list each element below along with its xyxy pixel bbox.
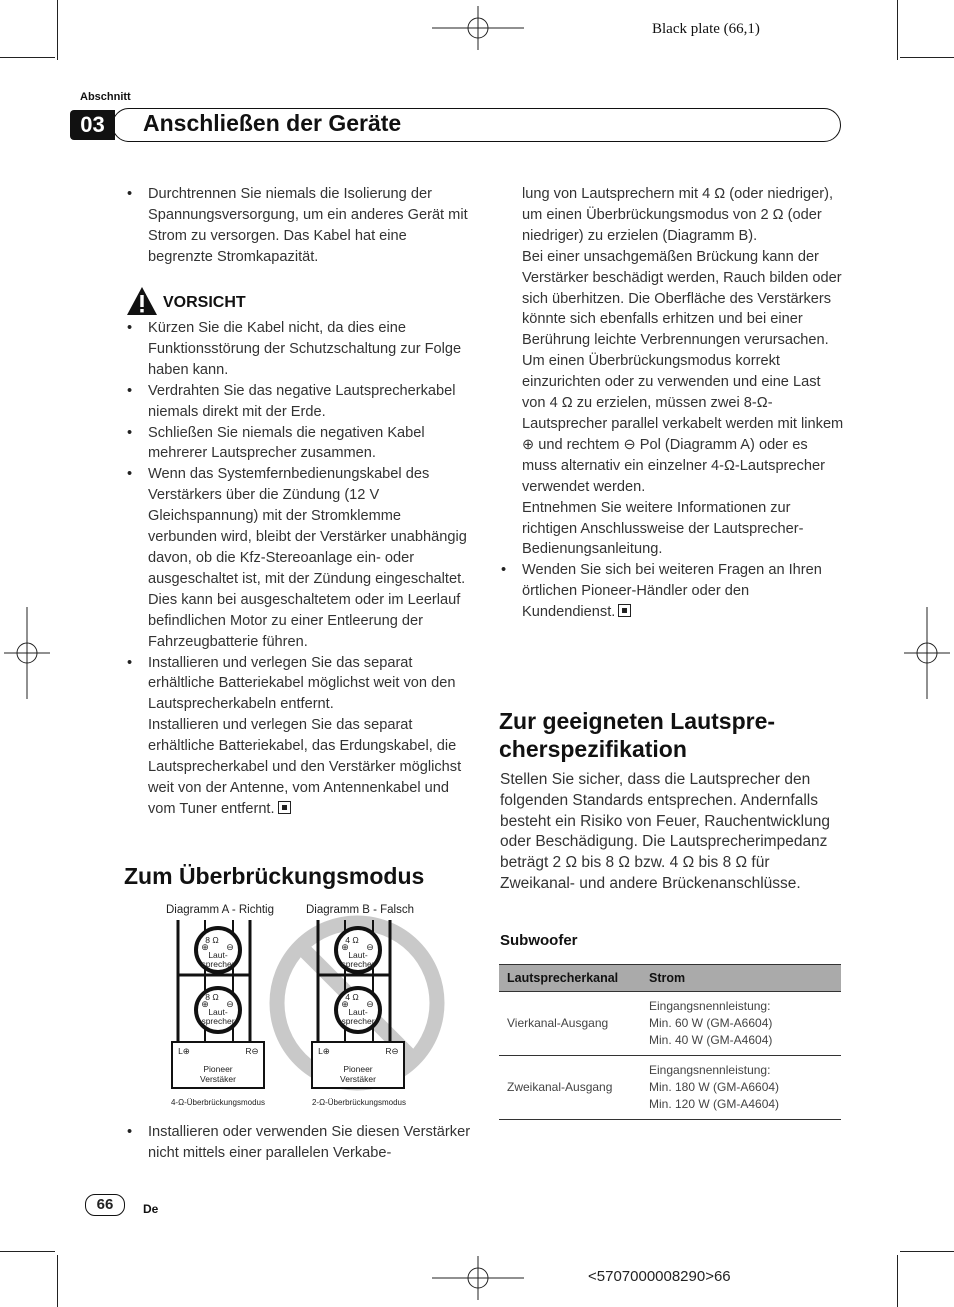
svg-text:Pioneer: Pioneer (203, 1064, 233, 1074)
page-number-badge: 66 (85, 1194, 125, 1216)
end-mark-icon (618, 604, 631, 617)
svg-text:⊖: ⊖ (366, 999, 374, 1009)
language-label: De (143, 1202, 159, 1216)
list-item-continuation: Installieren und verlegen Sie das separat erhältliche Batteriekabel, das Erdungskabel, die Lautsprecherkabel und den Verstärker möglichst weit von der Antenne, vom Antennenkabel und vom Tuner entfernt. (148, 717, 462, 817)
svg-text:Laut-: Laut- (348, 1007, 368, 1017)
cell-line: Eingangsnennleistung: (649, 1063, 771, 1077)
svg-text:sprecher: sprecher (201, 1016, 235, 1026)
list-item: • Durchtrennen Sie niemals die Isolierung der Spannungsversorgung, um ein anderes Gerät mit Strom zu versorgen. Das Kabel hat eine begrenzte Stromkapazität. (126, 184, 471, 268)
crop-mark (900, 57, 954, 58)
list-item-text: Installieren und verlegen Sie das separat erhältliche Batteriekabel möglichst weit von den Lautsprecherkabeln entfernt. (148, 654, 456, 713)
crop-mark (57, 0, 58, 60)
table-header-row (499, 965, 841, 992)
speaker-spec-text: Stellen Sie sicher, dass die Lautsprecher den folgenden Standards entsprechen. Andernfalls besteht ein Risiko von Feuer, Rauchentwicklung oder Beschädigung. Die Lautsprecherimpedanz beträgt 2 Ω bis 8 Ω bzw. 4 Ω bis 8 Ω für Zweikanal- und andere Brückenanschlüsse. (500, 771, 830, 892)
svg-text:⊖: ⊖ (366, 942, 374, 952)
bridge-mode-diagram (160, 900, 460, 1112)
svg-text:8 Ω: 8 Ω (205, 935, 219, 945)
end-mark-icon (278, 801, 291, 814)
table-cell: Vierkanal-Ausgang (499, 992, 641, 1056)
warning-triangle-icon (126, 286, 158, 316)
subwoofer-spec-table (499, 964, 841, 1120)
heading-line: cherspezifikation (499, 736, 687, 762)
document-code: <5707000008290>66 (588, 1268, 731, 1285)
right-upper (500, 184, 844, 623)
svg-text:⊕: ⊕ (341, 942, 349, 952)
svg-text:L⊕: L⊕ (178, 1046, 190, 1056)
svg-text:R⊖: R⊖ (385, 1046, 399, 1056)
diagram-a-title: Diagramm A - Richtig (166, 904, 275, 916)
diagram-a (172, 920, 264, 1088)
list-item: • Wenn das Systemfernbedienungskabel des Verstärkers über die Zündung (12 V Gleichspannung) mit der Stromklemme verbunden wird, bleibt der Verstärker unabhängig davon, ob die Kfz-Stereoanlage ein- oder ausgeschaltet ist, mit der Zündung eingeschaltet. Dies kann bei ausgeschaltetem oder im Leerlauf befindlichen Motor zu einer Entleerung der Fahrzeugbatterie führen. (126, 464, 471, 652)
left-bottom (126, 1122, 471, 1164)
svg-text:Pioneer: Pioneer (343, 1064, 373, 1074)
diagram-a-caption: 4-Ω-Überbrückungsmodus (170, 1098, 266, 1107)
registration-mark (4, 607, 50, 699)
diagram-b (312, 920, 404, 1088)
left-intro (126, 184, 471, 268)
plate-label: Black plate (66,1) (652, 21, 760, 37)
svg-text:sprecher: sprecher (201, 959, 235, 969)
svg-text:Laut-: Laut- (208, 950, 228, 960)
cell-line: Min. 120 W (GM-A4604) (649, 1097, 780, 1111)
svg-text:R⊖: R⊖ (245, 1046, 259, 1056)
diagram-b-title: Diagramm B - Falsch (306, 904, 414, 916)
registration-mark (432, 6, 524, 50)
cell-line: Min. 60 W (GM-A6604) (649, 1016, 773, 1030)
paragraph: Bei einer unsachgemäßen Brückung kann der Verstärker beschädigt werden, Rauch bilden oder sich überhitzen. Die Oberfläche des Verstärkers könnte sich ebenfalls erhitzen und bei einer Berührung leichte Verbrennungen verursachen. (522, 248, 842, 349)
svg-text:Verstäker: Verstäker (340, 1074, 376, 1084)
heading-line: Zur geeigneten Lautspre- (499, 708, 776, 734)
list-item: • Schließen Sie niemals die negativen Kabel mehrerer Lautsprecher zusammen. (126, 423, 471, 465)
caution-list (126, 318, 471, 820)
svg-text:⊖: ⊖ (226, 999, 234, 1009)
section-title: Anschließen der Geräte (143, 110, 402, 136)
crop-mark (897, 1255, 898, 1307)
list-item: • Verdrahten Sie das negative Lautsprecherkabel niemals direkt mit der Erde. (126, 381, 471, 423)
table-cell (641, 992, 841, 1056)
crop-mark (900, 1251, 954, 1252)
svg-text:8 Ω: 8 Ω (205, 992, 219, 1002)
svg-text:Laut-: Laut- (208, 1007, 228, 1017)
section-label: Abschnitt (80, 91, 131, 103)
caution-title: VORSICHT (163, 294, 246, 311)
svg-text:4 Ω: 4 Ω (345, 992, 359, 1002)
list-item (500, 560, 844, 623)
svg-text:⊕: ⊕ (341, 999, 349, 1009)
svg-text:sprecher: sprecher (341, 1016, 375, 1026)
column-header: Lautsprecherkanal (499, 965, 641, 992)
crop-mark (57, 1255, 58, 1307)
column-header: Strom (641, 965, 841, 992)
cell-line: Eingangsnennleistung: (649, 999, 771, 1013)
paragraph: Entnehmen Sie weitere Informationen zur richtigen Anschlussweise der Lautsprecher-Bedienungsanleitung. (522, 499, 804, 558)
svg-text:sprecher: sprecher (341, 959, 375, 969)
crop-mark (0, 57, 55, 58)
svg-text:L⊕: L⊕ (318, 1046, 330, 1056)
registration-mark (432, 1256, 524, 1300)
svg-text:⊕: ⊕ (201, 999, 209, 1009)
bridge-mode-heading: Zum Überbrückungsmodus (124, 863, 425, 889)
list-item (126, 653, 471, 820)
paragraph: lung von Lautsprechern mit 4 Ω (oder niedriger), um einen Überbrückungsmodus von 2 Ω (oder niedriger) zu erzielen (Diagramm B). (522, 186, 834, 244)
cell-line: Min. 180 W (GM-A6604) (649, 1080, 780, 1094)
table-row (499, 1056, 841, 1120)
table-cell (641, 1056, 841, 1120)
svg-text:⊖: ⊖ (226, 942, 234, 952)
list-item-text: Wenden Sie sich bei weiteren Fragen an Ihren örtlichen Pioneer-Händler oder den Kundendienst. (522, 562, 822, 621)
crop-mark (897, 0, 898, 60)
list-item: • Installieren oder verwenden Sie diesen Verstärker nicht mittels einer parallelen Verkabe- (126, 1122, 471, 1164)
table-row (499, 992, 841, 1056)
diagram-b-caption: 2-Ω-Überbrückungsmodus (311, 1098, 407, 1107)
svg-text:Laut-: Laut- (348, 950, 368, 960)
table-cell: Zweikanal-Ausgang (499, 1056, 641, 1120)
cell-line: Min. 40 W (GM-A4604) (649, 1033, 773, 1047)
paragraph: Um einen Überbrückungsmodus korrekt einzurichten oder zu verwenden und eine Last von 4 Ω zu erzielen, müssen zwei 8-Ω-Lautsprecher parallel verkabelt werden mit linkem ⊕ und rechtem ⊖ Pol (Diagramm A) oder es muss alternativ ein einzelner 4-Ω-Lautsprecher verwendet werden. (522, 353, 844, 495)
svg-text:⊕: ⊕ (201, 942, 209, 952)
svg-text:4 Ω: 4 Ω (345, 935, 359, 945)
registration-mark (904, 607, 950, 699)
list-item: • Kürzen Sie die Kabel nicht, da dies eine Funktionsstörung der Schutzschaltung zur Folge haben kann. (126, 318, 471, 381)
subwoofer-heading: Subwoofer (500, 932, 578, 949)
section-number-badge: 03 (70, 110, 115, 140)
crop-mark (0, 1251, 55, 1252)
speaker-spec-heading (499, 707, 775, 763)
svg-text:Verstäker: Verstäker (200, 1074, 236, 1084)
